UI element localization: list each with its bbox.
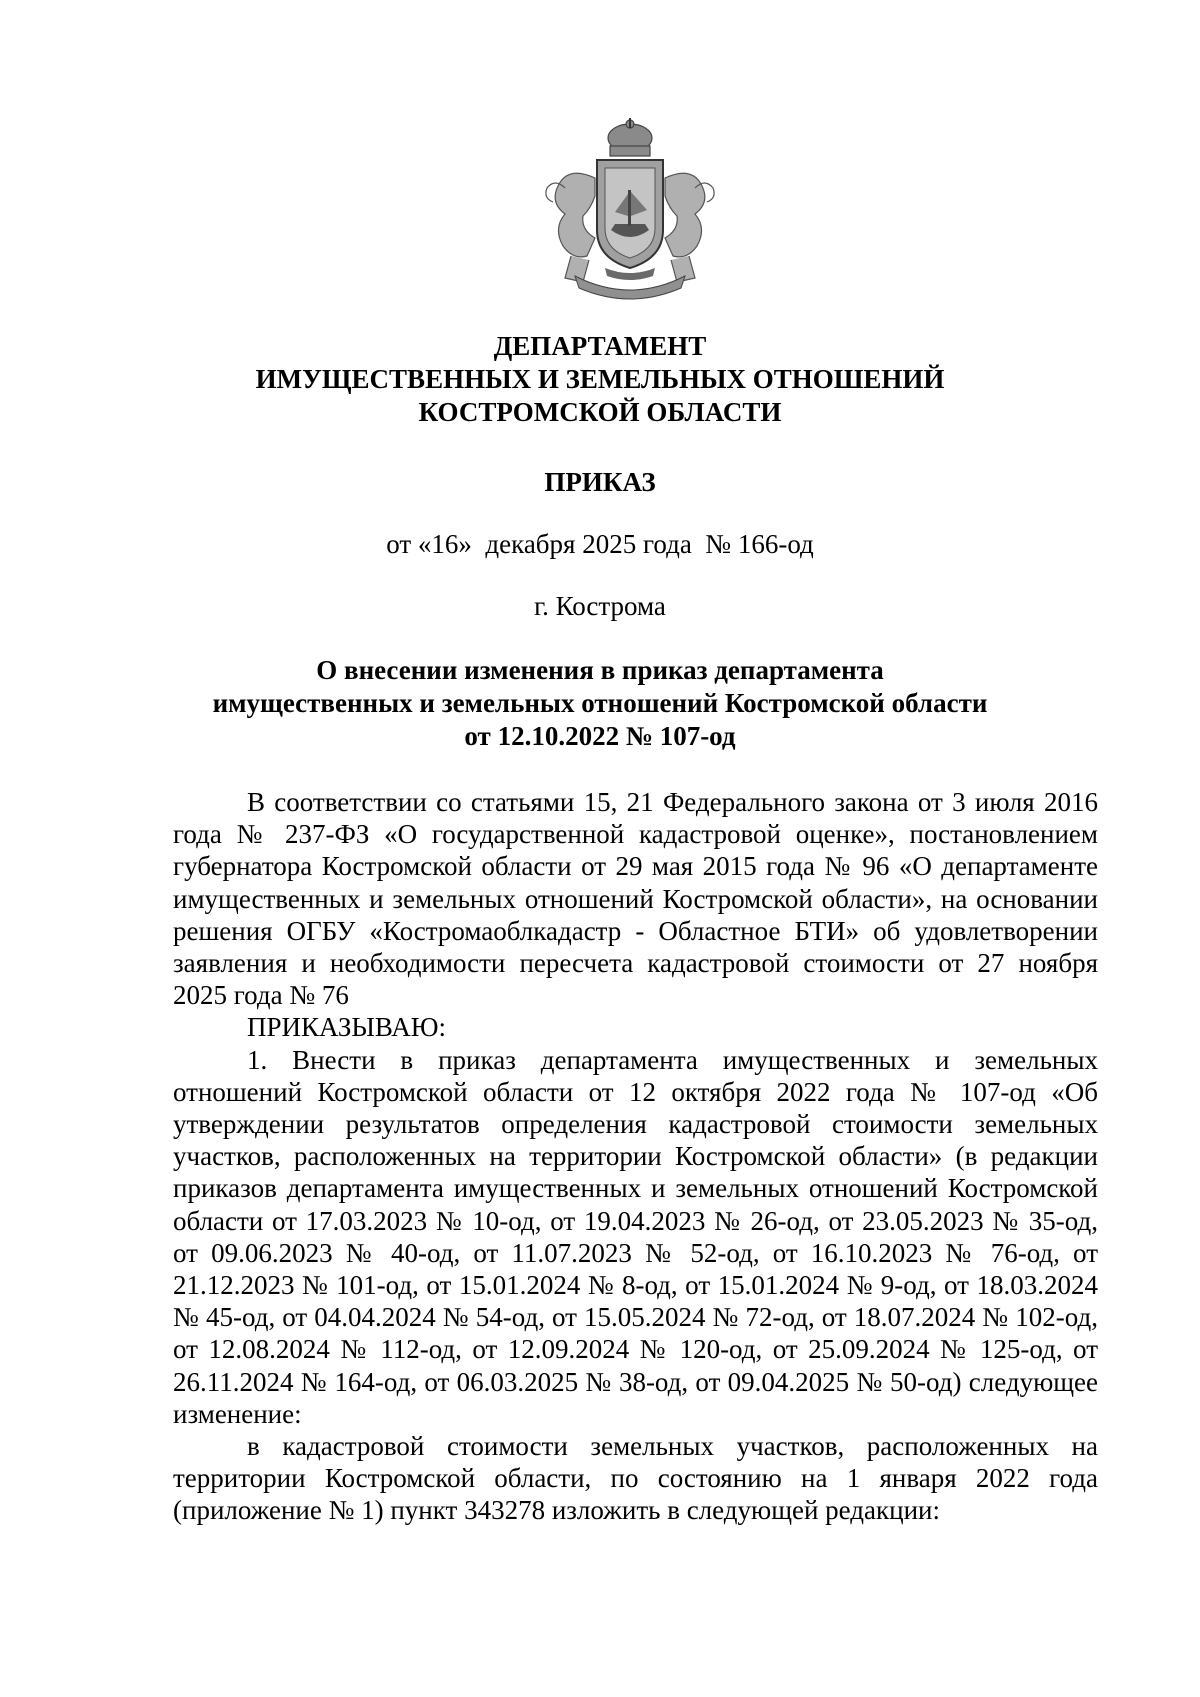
document-body (173, 786, 1098, 1527)
subject-line: имущественных и земельных отношений Костромской области (212, 688, 988, 718)
document-date-number: от «16» декабря 2025 года № 166-од (386, 529, 814, 559)
department-title-line: КОСТРОМСКОЙ ОБЛАСТИ (418, 397, 782, 427)
department-title-line: ДЕПАРТАМЕНТ (493, 331, 707, 361)
document-type: ПРИКАЗ (544, 467, 656, 497)
order-word: ПРИКАЗЫВАЮ: (247, 1012, 446, 1043)
department-title-line: ИМУЩЕСТВЕННЫХ И ЗЕМЕЛЬНЫХ ОТНОШЕНИЙ (255, 364, 945, 394)
document-city: г. Кострома (534, 591, 666, 621)
item-1-detail-paragraph: в кадастровой стоимости земельных участков, расположенных на территории Костромской области, по состоянию на 1 января 2022 года (приложение № 1) пункт 343278 изложить в следующей редакции: (173, 1431, 1098, 1526)
preamble-paragraph: В соответствии со статьями 15, 21 Федерального закона от 3 июля 2016 года № 237-ФЗ «О государственной кадастровой оценке», постановлением губернатора Костромской области от 29 мая 2015 года № 96 «О департаменте имущественных и земельных отношений Костромской области», на основании решения ОГБУ «Костромаоблкадастр - Областное БТИ» об удовлетворении заявления и необходимости пересчета кадастровой стоимости от 27 ноября 2025 года № 76 (173, 787, 1098, 1011)
coat-of-arms-icon (535, 118, 725, 300)
subject-line: О внесении изменения в приказ департамента (316, 655, 884, 685)
subject-line: от 12.10.2022 № 107-од (464, 721, 736, 751)
item-1-paragraph: 1. Внести в приказ департамента имущественных и земельных отношений Костромской области от 12 октября 2022 года № 107-од «Об утверждении результатов определения кадастровой стоимости земельных участков, расположенных на территории Костромской области» (в редакции приказов департамента имущественных и земельных отношений Костромской области от 17.03.2023 № 10-од, от 19.04.2023 № 26-од, от 23.05.2023 № 35-од, от 09.06.2023 № 40-од, от 11.07.2023 № 52-од, от 16.10.2023 № 76-од, от 21.12.2023 № 101-од, от 15.01.2024 № 8-од, от 15.01.2024 № 9-од, от 18.03.2024 № 45-од, от 04.04.2024 № 54-од, от 15.05.2024 № 72-од, от 18.07.2024 № 102-од, от 12.08.2024 № 112-од, от 12.09.2024 № 120-од, от 25.09.2024 № 125-од, от 26.11.2024 № 164-од, от 06.03.2025 № 38-од, от 09.04.2025 № 50-од) следующее изменение: (173, 1044, 1098, 1429)
department-title (0, 330, 1200, 429)
document-subject (0, 654, 1200, 753)
